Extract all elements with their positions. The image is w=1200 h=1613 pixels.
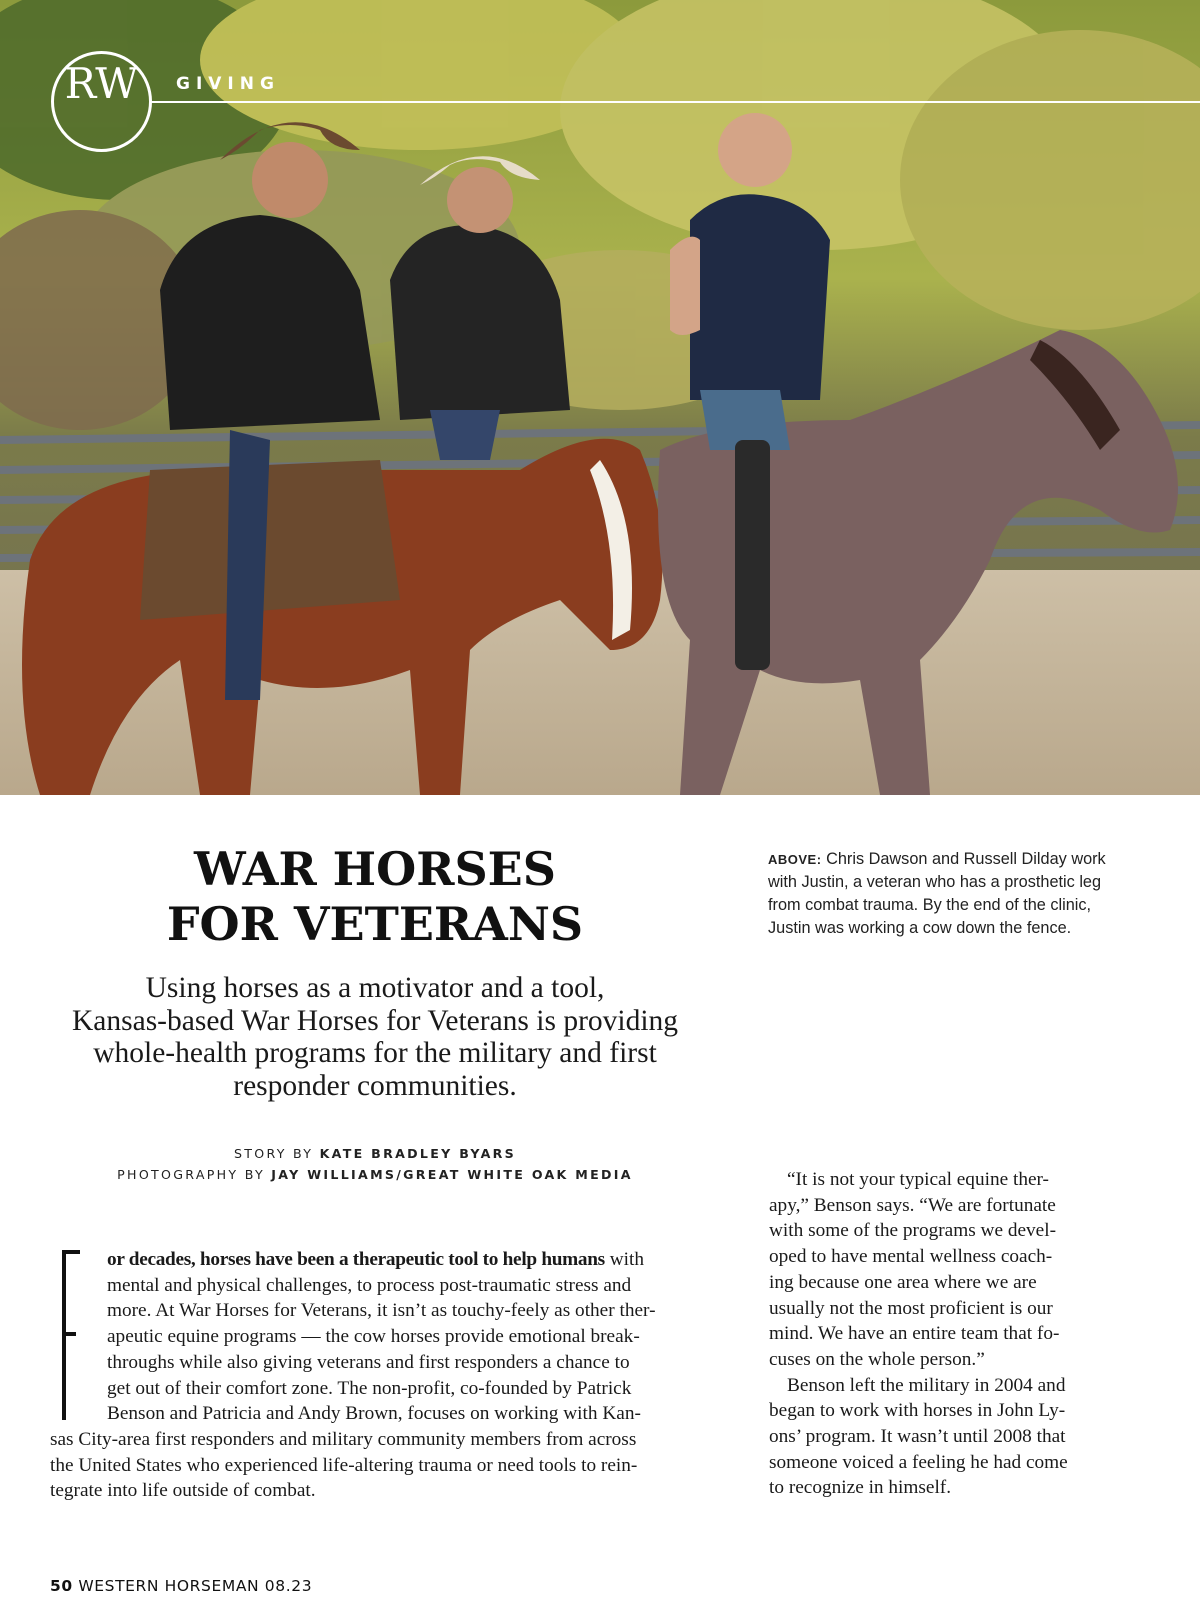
- deck-line: responder communities.: [233, 1069, 517, 1102]
- body-line: ing because one area where we are: [769, 1271, 1037, 1293]
- story-by-name: KATE BRADLEY BYARS: [319, 1146, 517, 1161]
- logo-letter-r: RW: [64, 59, 139, 108]
- body-line: the United States who experienced life-altering trauma or need tools to rein-: [50, 1454, 638, 1476]
- magazine-name: WESTERN HORSEMAN: [78, 1577, 260, 1595]
- body-line: cuses on the whole person.”: [769, 1348, 985, 1370]
- body-column-2: [769, 1167, 1109, 1501]
- rw-logo: [50, 50, 153, 153]
- page-number: 50: [50, 1577, 73, 1595]
- credits: [40, 1143, 710, 1185]
- photo-credit: [40, 1164, 710, 1185]
- title-line: WAR HORSES: [194, 842, 556, 896]
- body-line: usually not the most proficient is our: [769, 1297, 1053, 1319]
- issue-date: 08.23: [264, 1577, 313, 1595]
- body-line: sas City-area first responders and military community members from across: [50, 1428, 637, 1450]
- body-line: or decades, horses have been a therapeutic tool to help humans with: [107, 1249, 644, 1270]
- hero-photo: [0, 0, 1200, 795]
- deck-line: Using horses as a motivator and a tool,: [145, 972, 605, 1004]
- story-by-label: STORY BY: [233, 1146, 314, 1161]
- horses-photo: [0, 0, 1200, 795]
- lead-in: or decades, horses have been a therapeutic tool to help humans: [107, 1249, 605, 1270]
- deck-line: whole-health programs for the military and first: [93, 1037, 657, 1069]
- title-line: FOR VETERANS: [166, 897, 584, 951]
- body-line: oped to have mental wellness coach-: [769, 1246, 1053, 1268]
- body-line: get out of their comfort zone. The non-profit, co-founded by Patrick: [107, 1377, 632, 1399]
- article-title: [45, 842, 705, 952]
- deck-line: Kansas-based War Horses for Veterans is providing: [71, 1004, 679, 1037]
- caption-label: ABOVE:: [768, 852, 822, 867]
- article-deck: [35, 972, 715, 1102]
- body-line: mind. We have an entire team that fo-: [769, 1323, 1060, 1345]
- body-line: with some of the programs we devel-: [769, 1220, 1056, 1242]
- body-line: Benson and Patricia and Andy Brown, focuses on working with Kan-: [107, 1403, 641, 1425]
- section-label: GIVING: [176, 74, 280, 94]
- body-line: someone voiced a feeling he had come: [769, 1451, 1068, 1473]
- body-line: to recognize in himself.: [769, 1477, 952, 1499]
- story-credit: [40, 1143, 710, 1164]
- body-line: ons’ program. It wasn’t until 2008 that: [769, 1426, 1066, 1448]
- caption-text: Chris Dawson and Russell Dilday work with Justin, a veteran who has a prosthetic leg from combat trauma. By the end of the clinic, Justin was working a cow down the fence.: [768, 850, 1106, 937]
- photo-by-label: PHOTOGRAPHY BY: [117, 1167, 265, 1182]
- body-line: began to work with horses in John Ly-: [769, 1400, 1066, 1422]
- body-line: Benson left the military in 2004 and: [787, 1374, 1066, 1396]
- photo-caption: [768, 848, 1118, 940]
- body-line: apy,” Benson says. “We are fortunate: [769, 1194, 1056, 1216]
- body-line: throughs while also giving veterans and first responders a chance to: [107, 1351, 630, 1373]
- body-column-1: [50, 1247, 745, 1504]
- section-rule: [150, 101, 1200, 103]
- body-line: tegrate into life outside of combat.: [50, 1480, 316, 1502]
- body-line: mental and physical challenges, to process post-traumatic stress and: [107, 1274, 632, 1296]
- photo-by-name: JAY WILLIAMS/GREAT WHITE OAK MEDIA: [271, 1167, 633, 1182]
- body-line: “It is not your typical equine ther-: [787, 1169, 1049, 1190]
- page-footer: [50, 1577, 312, 1595]
- body-line: more. At War Horses for Veterans, it isn’t as touchy-feely as other ther-: [107, 1300, 656, 1322]
- body-line: apeutic equine programs — the cow horses provide emotional break-: [107, 1326, 640, 1348]
